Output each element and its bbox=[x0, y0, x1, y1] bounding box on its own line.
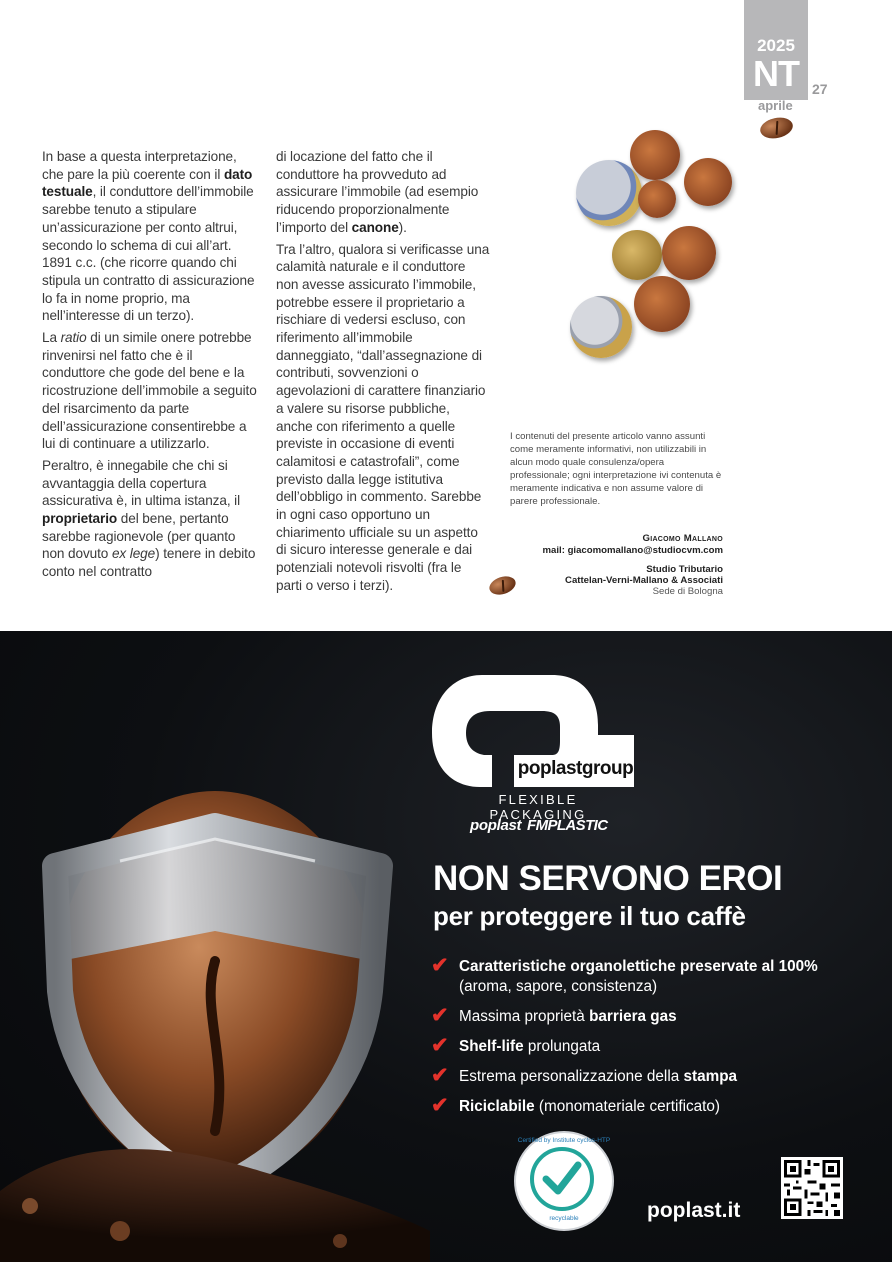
ad-headline: NON SERVONO EROI bbox=[433, 859, 783, 898]
author-seat: Sede di Bologna bbox=[652, 586, 723, 597]
paragraph: Tra l’altro, qualora si verificasse una calamità naturale e il conduttore non avesse assicurato l’immobile, potrebbe essere il proprietario a rischiare di vedersi escluso, con riferimento all’immobile danneggiato, “dall’assegnazione di contributi, sovvenzioni o agevolazioni di carattere finanziario a valere su risorse pubbliche, anche con riferimento a quelle previste in occasione di eventi calamitosi e catastrofali”, come previsto dalla legge istitutiva dell’obbligo in commento. Sarebbe in ogni caso opportuno un chiarimento ufficiale su un aspetto di sicuro interesse generale e dai potenziali notevoli risvolti (fra le parti o verso i terzi). bbox=[276, 241, 490, 593]
article-column-1 bbox=[42, 148, 258, 585]
author-firm: Cattelan-Verni-Mallano & Associati bbox=[565, 575, 723, 586]
brand-poplast: poplast bbox=[470, 817, 522, 834]
coins-image bbox=[560, 120, 740, 370]
checkmark-icon: ✔ bbox=[431, 1004, 449, 1027]
checkmark-icon: ✔ bbox=[431, 1064, 449, 1087]
magazine-logo: NT bbox=[753, 53, 799, 94]
coffee-bean-icon bbox=[487, 573, 518, 598]
magazine-tab bbox=[744, 0, 808, 100]
checkmark-icon: ✔ bbox=[431, 1034, 449, 1057]
paragraph: In base a questa interpretazione, che pare la più coerente con il dato testuale, il conduttore dell’immobile sarebbe tenuto a stipulare un’assicurazione per conto altrui, secondo lo schema di cui all’art. 1891 c.c. (che ricorre quando chi stipula un contratto di assicurazione lo fa in nome proprio, ma nell’interesse di un terzo). bbox=[42, 149, 255, 324]
logo-tagline: FLEXIBLE PACKAGING bbox=[489, 792, 587, 822]
issue-year: 2025 bbox=[757, 36, 795, 55]
disclaimer: I contenuti del presente articolo vanno assunti come meramente informativi, non utilizzabili in alcun modo quale consulenza/opera professionale; ogni interpretazione ivi contenuta è meramente indicativa e non assume valore di parere professionale. bbox=[510, 431, 722, 507]
checkmark-icon: ✔ bbox=[431, 1094, 449, 1117]
feature-list bbox=[431, 954, 871, 1127]
feature-item: ✔ Shelf-life prolungata bbox=[431, 1034, 601, 1057]
page-number: 27 bbox=[812, 81, 828, 97]
paragraph: La ratio di un simile onere potrebbe rinvenirsi nel fatto che è il conduttore che gode del bene e la ricostruzione dell’immobile a seguito del risarcimento da parte dell’assicurazione consentirebbe a lui di continuare a utilizzarlo. bbox=[42, 330, 257, 452]
recyclable-certification-badge: Certified by Institute cyclos-HTP recyclable bbox=[514, 1131, 614, 1231]
coffee-shield-image bbox=[0, 631, 430, 1262]
qr-code-icon[interactable] bbox=[781, 1157, 843, 1219]
paragraph: Peraltro, è innegabile che chi si avvantaggia della copertura assicurativa è, in ultima istanza, il proprietario del bene, pertanto sarebbe ragionevole (per quanto non dovuto ex lege) tenere in debito conto nel contratto bbox=[42, 457, 256, 580]
article-column-2 bbox=[276, 148, 490, 599]
checkmark-icon: ✔ bbox=[431, 954, 449, 977]
feature-item: ✔ Caratteristiche organolettiche preservate al 100% (aroma, sapore, consistenza) bbox=[431, 954, 818, 995]
website-link[interactable]: poplast.it bbox=[647, 1199, 741, 1222]
author-email[interactable]: mail: giacomomallano@studiocvm.com bbox=[542, 545, 723, 556]
author-studio: Studio Tributario bbox=[646, 564, 723, 575]
ad-subheadline: per proteggere il tuo caffè bbox=[433, 901, 746, 931]
feature-item: ✔ Estrema personalizzazione della stampa bbox=[431, 1064, 738, 1087]
advertisement bbox=[0, 631, 892, 1262]
feature-item: ✔ Massima proprietà barriera gas bbox=[431, 1004, 677, 1027]
coffee-bean-icon bbox=[758, 115, 794, 141]
logo-wordmark: poplastgroup bbox=[517, 758, 634, 779]
issue-month: aprile bbox=[758, 98, 793, 113]
brand-fmplastic: FMPLASTIC bbox=[527, 817, 608, 834]
feature-item: ✔ Riciclabile (monomateriale certificato) bbox=[431, 1094, 720, 1117]
checkmark-seal-icon bbox=[530, 1147, 594, 1211]
author-name: Giacomo Mallano bbox=[642, 533, 723, 544]
paragraph: di locazione del fatto che il conduttore ha provveduto ad assicurare l’immobile (ad esempio riducendo proporzionalmente l’importo del canone). bbox=[276, 149, 479, 235]
